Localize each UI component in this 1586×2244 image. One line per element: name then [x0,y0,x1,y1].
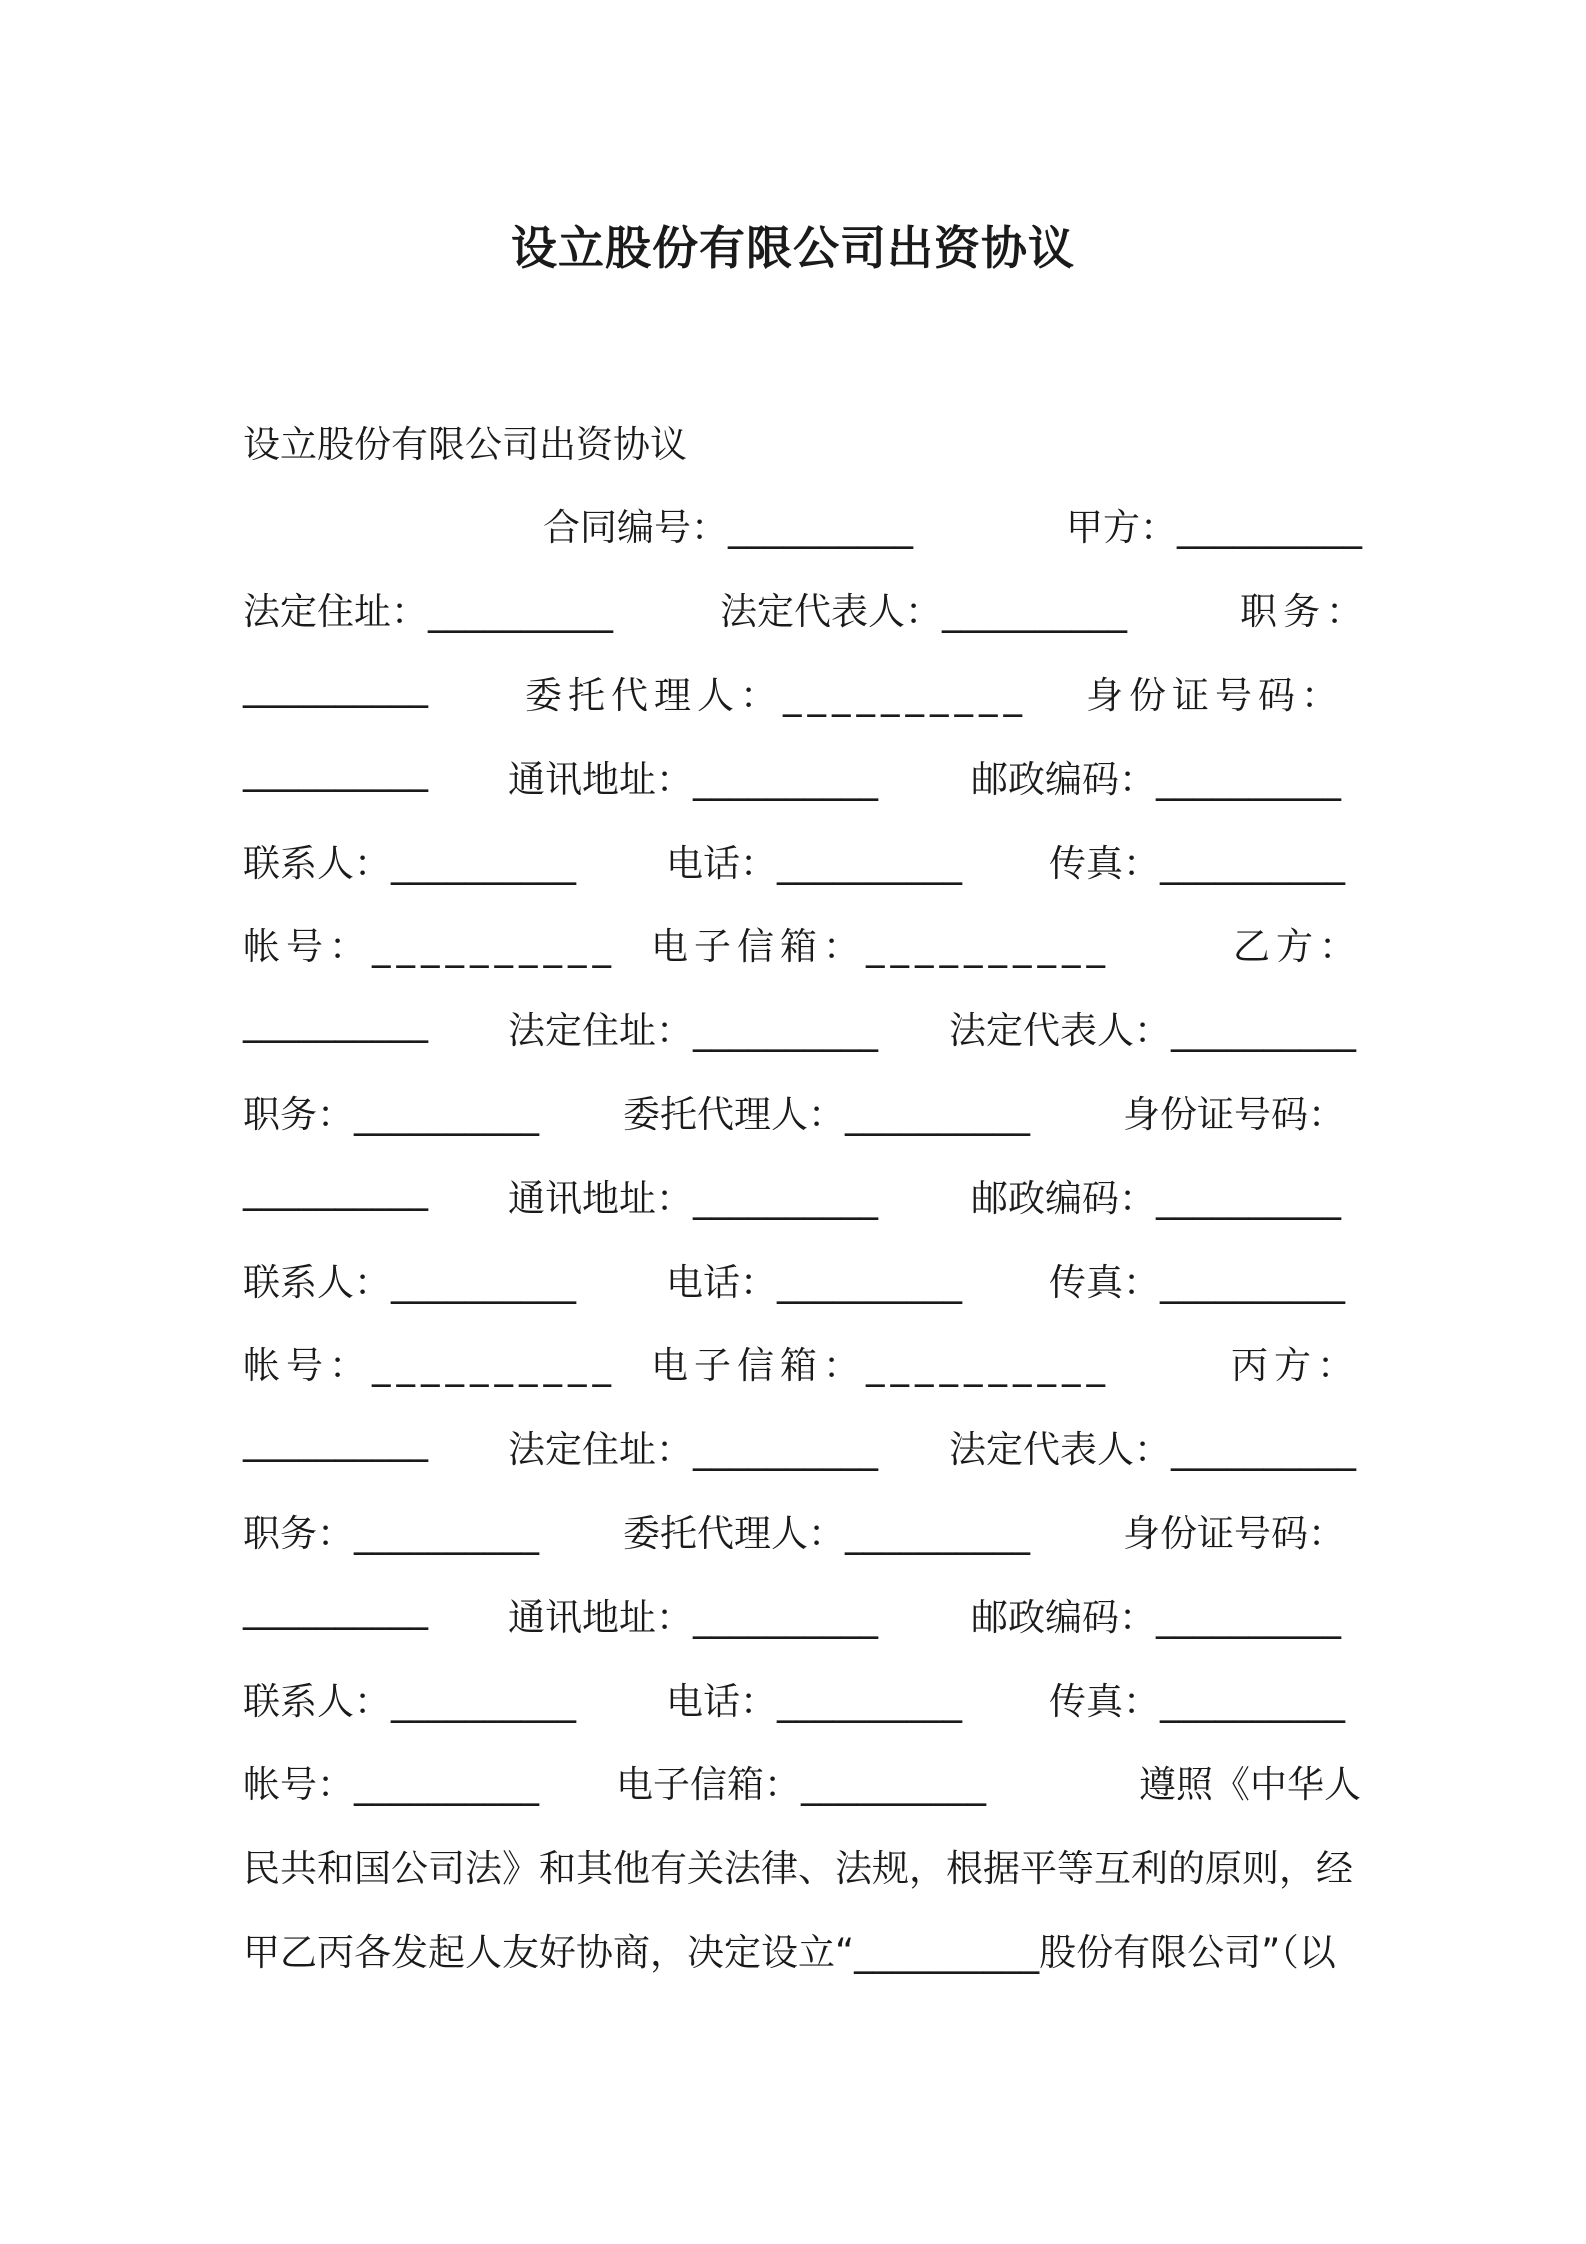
contract-number-field: 合同编号：__________ [543,506,913,549]
party-c-position-field: 职务：__________ [243,1512,539,1555]
form-line-a-address [243,581,1369,641]
form-line-b-account [243,1335,1360,1395]
party-a-postcode-field: 邮政编码：__________ [971,758,1341,801]
form-line-b-contact-address [243,1168,1356,1228]
form-line-contract [243,497,1362,557]
body-paragraph-line-2: 甲乙丙各发起人友好协商，决定设立“__________股份有限公司”（以 [243,1931,1336,1974]
party-b-id-blank: __________ [243,1168,428,1211]
party-a-mail-address-field: 通讯地址：__________ [508,758,878,801]
party-a-address-field: 法定住址：__________ [243,590,613,633]
party-c-account-field: 帐号：__________ [243,1763,539,1806]
party-c-phone-field: 电话：__________ [666,1680,962,1723]
party-c-id-label: 身份证号码： [1123,1512,1345,1555]
party-b-account-field: 帐号：__________ [243,1344,617,1387]
form-line-b-address [243,1000,1356,1060]
party-a-id-label: 身份证号码： [1086,674,1344,717]
document-subtitle: 设立股份有限公司出资协议 [243,423,687,466]
party-a-position-label: 职务： [1240,590,1369,633]
form-line-a-account [243,916,1362,976]
party-a-label: 甲方：__________ [1066,506,1362,549]
form-line-a-contact-address [243,749,1356,809]
party-b-phone-field: 电话：__________ [666,1261,962,1304]
form-line-c-account [243,1754,1361,1814]
form-line-c-phone [243,1671,1356,1731]
party-b-fax-field: 传真：__________ [1049,1261,1345,1304]
party-b-blank: __________ [243,1000,428,1043]
party-c-contact-field: 联系人：__________ [243,1680,576,1723]
party-a-email-field: 电子信箱：__________ [651,925,1111,968]
body-text-start: 遵照《中华人 [1139,1763,1361,1806]
party-b-contact-field: 联系人：__________ [243,1261,576,1304]
form-line-c-contact-address [243,1587,1356,1647]
party-c-address-field: 法定住址：__________ [508,1428,878,1471]
document-title: 设立股份有限公司出资协议 [511,221,1075,275]
body-paragraph-line-1: 民共和国公司法》和其他有关法律、法规，根据平等互利的原则，经 [243,1847,1353,1890]
party-b-mail-address-field: 通讯地址：__________ [508,1177,878,1220]
party-a-representative-field: 法定代表人：__________ [720,590,1127,633]
party-a-position-blank: __________ [243,665,428,708]
party-a-id-blank: __________ [243,749,428,792]
party-c-blank: __________ [243,1419,428,1462]
party-c-fax-field: 传真：__________ [1049,1680,1345,1723]
party-a-phone-field: 电话：__________ [666,842,962,885]
party-c-mail-address-field: 通讯地址：__________ [508,1596,878,1639]
party-a-agent-field: 委托代理人：__________ [525,674,1028,717]
form-line-a-phone [243,833,1356,893]
party-b-label: 乙方： [1233,925,1362,968]
form-line-a-agent [243,665,1356,725]
form-line-b-phone [243,1252,1356,1312]
party-b-representative-field: 法定代表人：__________ [949,1009,1356,1052]
party-b-id-label: 身份证号码： [1123,1093,1345,1136]
form-line-c-address [243,1419,1356,1479]
form-line-c-agent [243,1503,1356,1563]
party-c-label: 丙方： [1231,1344,1360,1387]
party-b-address-field: 法定住址：__________ [508,1009,878,1052]
party-c-agent-field: 委托代理人：__________ [623,1512,1030,1555]
party-c-id-blank: __________ [243,1587,428,1630]
party-b-email-field: 电子信箱：__________ [651,1344,1111,1387]
party-b-position-field: 职务：__________ [243,1093,539,1136]
form-line-b-agent [243,1084,1356,1144]
party-a-account-field: 帐号：__________ [243,925,617,968]
party-c-email-field: 电子信箱：__________ [616,1763,986,1806]
party-b-agent-field: 委托代理人：__________ [623,1093,1030,1136]
party-a-contact-field: 联系人：__________ [243,842,576,885]
party-b-postcode-field: 邮政编码：__________ [971,1177,1341,1220]
party-c-representative-field: 法定代表人：__________ [949,1428,1356,1471]
party-a-fax-field: 传真：__________ [1049,842,1345,885]
party-c-postcode-field: 邮政编码：__________ [971,1596,1341,1639]
